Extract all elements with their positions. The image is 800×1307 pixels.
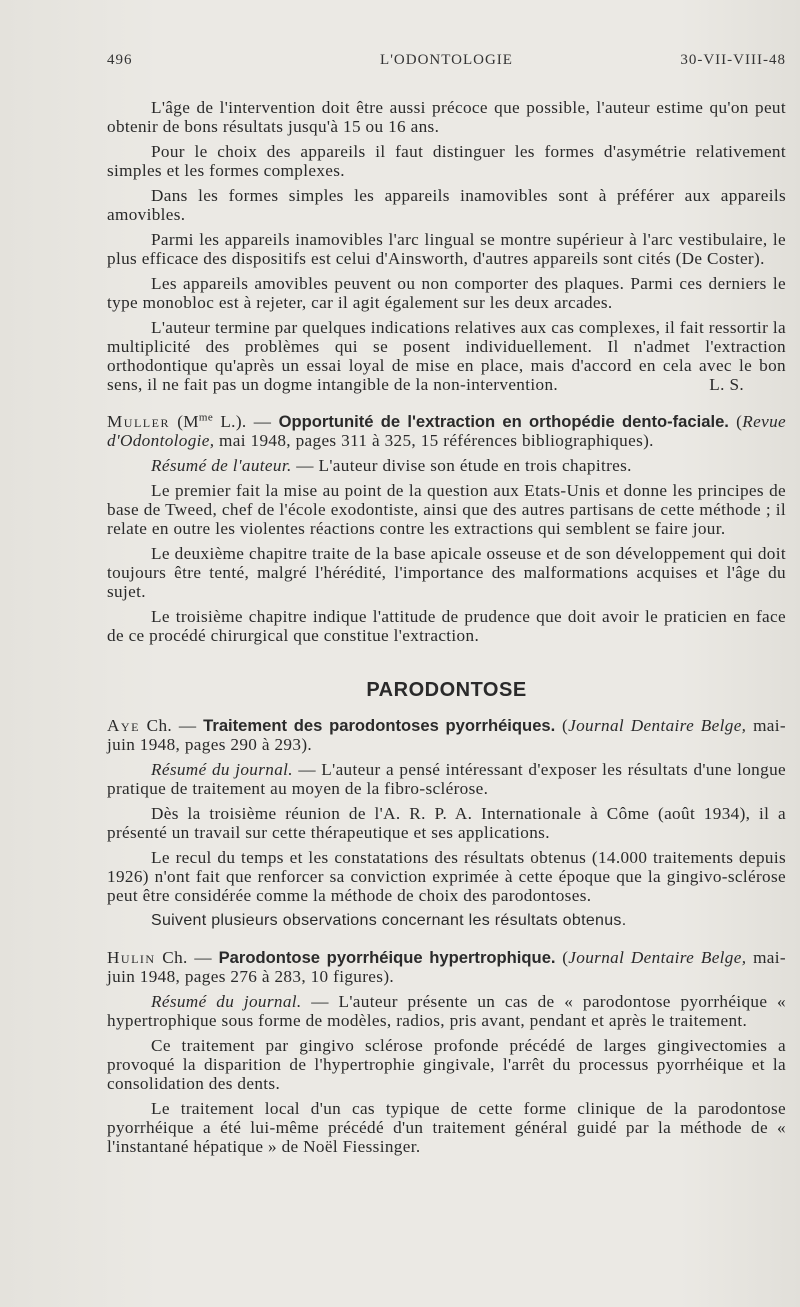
ref-open: ( — [555, 716, 569, 735]
author-rest: Ch. — — [155, 948, 219, 967]
ref-open: ( — [728, 412, 743, 431]
author-rest: Ch. — — [139, 716, 204, 735]
summary-text: — L'auteur présente un cas de « parodontose pyorrhéique « hypertrophique sous forme de modèles, radios, pris avant, pendant et après le traitement. — [107, 992, 786, 1030]
review-continuation — [107, 98, 786, 394]
ref-open: ( — [555, 948, 569, 967]
author-name: Hulin — [107, 948, 156, 967]
paragraph: Pour le choix des appareils il faut distinguer les formes d'asymétrie relativement simples et les formes complexes. — [107, 142, 786, 180]
source-reference: mai-juin 1948, pages 290 à 293). — [107, 716, 786, 754]
summary-text: — L'auteur a pensé intéressant d'exposer les résultats d'une longue pratique de traitement au moyen de la fibro-sclérose. — [107, 760, 786, 798]
paragraph — [107, 992, 786, 1030]
paragraph — [107, 318, 786, 394]
author-name: Aye — [107, 716, 140, 735]
paragraph: Le premier fait la mise au point de la question aux Etats-Unis et donne les principes de base de Tweed, chef de l'école exodontiste, ainsi que des autres partisans de cette méthode ; il relate en outre les violentes réactions contre les extractions qui semblent se faire jour. — [107, 481, 786, 538]
page-number: 496 — [107, 52, 133, 68]
paragraph-text: L'auteur termine par quelques indications relatives aux cas complexes, il fait ressortir la multiplicité des problèmes qui se posent individuellement. Il n'admet l'extraction orthodontique qu'après un essai loyal de mise en place, mais d'accord en cela avec le bon sens, il ne fait pas un dogme intangible de la non-intervention. — [107, 318, 786, 394]
reviewer-signature: L. S. — [709, 375, 744, 394]
author-end: L.). — — [213, 412, 279, 431]
source-journal: Revue d'Odontologie, — [107, 412, 786, 450]
paragraph: Dès la troisième réunion de l'A. R. P. A. Internationale à Côme (août 1934), il a présenté un travail sur cette thérapeutique et ses applications. — [107, 804, 786, 842]
paragraph: Dans les formes simples les appareils inamovibles sont à préférer aux appareils amovibles. — [107, 186, 786, 224]
source-reference: mai 1948, pages 311 à 325, 15 références bibliographiques). — [214, 431, 654, 450]
paragraph: L'âge de l'intervention doit être aussi précoce que possible, l'auteur estime qu'on peut obtenir de bons résultats jusqu'à 15 ou 16 ans. — [107, 98, 786, 136]
review-entry-muller — [107, 412, 786, 645]
paragraph: Le traitement local d'un cas typique de cette forme clinique de la parodontose pyorrhéique a été lui-même précédé d'un traitement général guidé par la méthode de « l'instantané hépatique » de Noël Fiessinger. — [107, 1099, 786, 1156]
entry-citation — [107, 948, 786, 986]
journal-title: L'ODONTOLOGIE — [380, 52, 513, 68]
author-superscript: me — [198, 411, 214, 424]
paragraph — [107, 760, 786, 798]
entry-citation — [107, 716, 786, 754]
article-title: Parodontose pyorrhéique hypertrophique. — [218, 948, 556, 967]
source-journal: Journal Dentaire Belge, — [568, 948, 747, 967]
paragraph: Le deuxième chapitre traite de la base apicale osseuse et de son développement qui doit toujours être tenté, malgré l'hérédité, l'importance des malformations acquises et l'âge du sujet. — [107, 544, 786, 601]
source-reference: mai-juin 1948, pages 276 à 283, 10 figures). — [107, 948, 786, 986]
source-journal: Journal Dentaire Belge, — [568, 716, 747, 735]
paragraph: Le troisième chapitre indique l'attitude de prudence que doit avoir le praticien en face de ce procédé chirurgical que constitue l'extraction. — [107, 607, 786, 645]
review-entry-aye — [107, 716, 786, 930]
paragraph: Les appareils amovibles peuvent ou non comporter des plaques. Parmi ces derniers le type monobloc est à rejeter, car il agit également sur les deux arcades. — [107, 274, 786, 312]
article-title: Traitement des parodontoses pyorrhéiques. — [203, 716, 556, 735]
author-name: Muller — [107, 412, 170, 431]
entry-citation — [107, 412, 786, 450]
running-head — [107, 52, 786, 76]
author-rest: (M — [169, 412, 199, 431]
paragraph: Ce traitement par gingivo sclérose profonde précédé de larges gingivectomies a provoqué la disparition de l'hypertrophie gingivale, l'arrêt du processus pyorrhéique et la consolidation des dents. — [107, 1036, 786, 1093]
issue-date: 30-VII-VIII-48 — [680, 52, 786, 68]
paragraph: Le recul du temps et les constatations des résultats obtenus (14.000 traitements depuis 1926) n'ont fait que renforcer sa conviction exprimée à cette époque que la gingivo-sclérose peut être considérée comme la méthode de choix des parodontoses. — [107, 848, 786, 905]
section-heading: PARODONTOSE — [366, 679, 527, 701]
review-entry-hulin — [107, 948, 786, 1156]
summary-label: Résumé du journal. — [151, 992, 302, 1011]
article-title: Opportunité de l'extraction en orthopédie dento-faciale. — [278, 412, 729, 431]
summary-label: Résumé de l'auteur. — [151, 456, 292, 475]
paragraph: Suivent plusieurs observations concernant les résultats obtenus. — [151, 912, 627, 929]
summary-label: Résumé du journal. — [151, 760, 293, 779]
summary-text: — L'auteur divise son étude en trois chapitres. — [291, 456, 632, 475]
paragraph — [107, 456, 786, 475]
paragraph: Parmi les appareils inamovibles l'arc lingual se montre supérieur à l'arc vestibulaire, le plus efficace des dispositifs est celui d'Ainsworth, d'autres appareils sont cités (De Coster). — [107, 230, 786, 268]
